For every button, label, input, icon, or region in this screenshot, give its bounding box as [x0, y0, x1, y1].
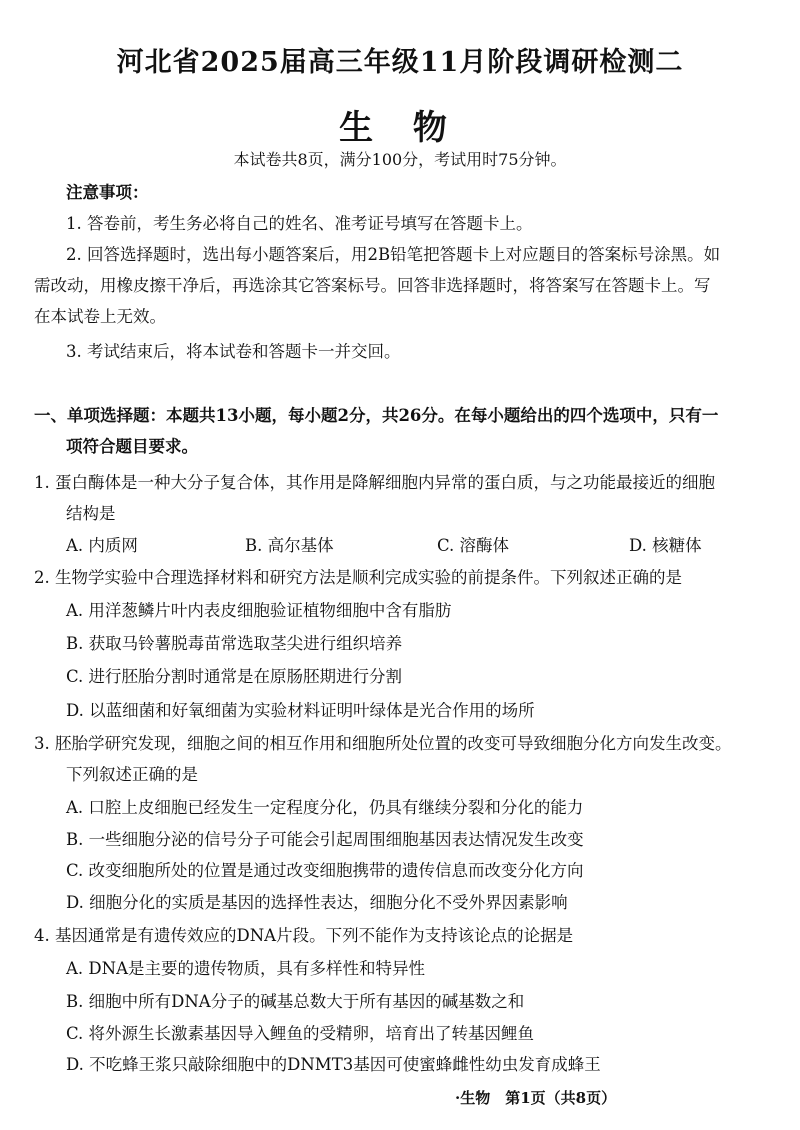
question-2-option-d: D. 以蓝细菌和好氧细菌为实验材料证明叶绿体是光合作用的场所	[66, 701, 535, 720]
question-4-stem: 4. 基因通常是有遗传效应的DNA片段。下列不能作为支持该论点的论据是	[34, 926, 574, 945]
notes-item-2-end: 在本试卷上无效。	[34, 307, 166, 326]
question-3-stem-cont: 下列叙述正确的是	[66, 765, 198, 784]
question-3-option-d: D. 细胞分化的实质是基因的选择性表达，细胞分化不受外界因素影响	[66, 893, 568, 912]
question-2-option-b: B. 获取马铃薯脱毒苗常选取茎尖进行组织培养	[66, 634, 403, 653]
exam-title: 河北省2025届高三年级11月阶段调研检测二	[116, 47, 684, 78]
question-1-option-b: B. 高尔基体	[245, 536, 334, 555]
question-4-option-b: B. 细胞中所有DNA分子的碱基总数大于所有基因的碱基数之和	[66, 992, 525, 1011]
section-heading-cont: 项符合题目要求。	[66, 437, 198, 456]
question-3-stem: 3. 胚胎学研究发现，细胞之间的相互作用和细胞所处位置的改变可导致细胞分化方向发生改变。	[34, 734, 732, 753]
exam-meta: 本试卷共8页，满分100分，考试用时75分钟。	[233, 150, 567, 169]
notes-item-1: 1. 答卷前，考生务必将自己的姓名、准考证号填写在答题卡上。	[66, 214, 533, 233]
question-1-stem-cont: 结构是	[66, 504, 116, 523]
question-1-option-d: D. 核糖体	[629, 536, 702, 555]
subject-title: 生 物	[339, 108, 461, 148]
question-2-option-c: C. 进行胚胎分割时通常是在原肠胚期进行分割	[66, 667, 403, 686]
question-2-stem: 2. 生物学实验中合理选择材料和研究方法是顺利完成实验的前提条件。下列叙述正确的是	[34, 568, 682, 587]
question-1-stem: 1. 蛋白酶体是一种大分子复合体，其作用是降解细胞内异常的蛋白质，与之功能最接近的细胞	[34, 473, 715, 492]
question-3-option-a: A. 口腔上皮细胞已经发生一定程度分化，仍具有继续分裂和分化的能力	[66, 798, 584, 817]
question-2-option-a: A. 用洋葱鳞片叶内表皮细胞验证植物细胞中含有脂肪	[66, 601, 452, 620]
question-3-option-c: C. 改变细胞所处的位置是通过改变细胞携带的遗传信息而改变分化方向	[66, 861, 584, 880]
notes-item-2: 2. 回答选择题时，选出每小题答案后，用2B铅笔把答题卡上对应题目的答案标号涂黑。如	[66, 245, 721, 264]
notes-item-3: 3. 考试结束后，将本试卷和答题卡一并交回。	[66, 342, 401, 361]
notes-heading: 注意事项：	[66, 183, 149, 202]
question-4-option-a: A. DNA是主要的遗传物质，具有多样性和特异性	[66, 959, 425, 978]
notes-item-2-cont: 需改动，用橡皮擦干净后，再选涂其它答案标号。回答非选择题时，将答案写在答题卡上。写	[34, 276, 711, 295]
question-4-option-c: C. 将外源生长激素基因导入鲤鱼的受精卵，培育出了转基因鲤鱼	[66, 1024, 535, 1043]
question-1-option-c: C. 溶酶体	[437, 536, 510, 555]
question-4-option-d: D. 不吃蜂王浆只敲除细胞中的DNMT3基因可使蜜蜂雌性幼虫发育成蜂王	[66, 1055, 601, 1074]
page-footer: ·生物 第1页（共8页）	[455, 1089, 617, 1107]
section-heading: 一、单项选择题：本题共13小题，每小题2分，共26分。在每小题给出的四个选项中，只有一	[34, 406, 719, 425]
question-3-option-b: B. 一些细胞分泌的信号分子可能会引起周围细胞基因表达情况发生改变	[66, 830, 584, 849]
question-1-option-a: A. 内质网	[66, 536, 138, 555]
